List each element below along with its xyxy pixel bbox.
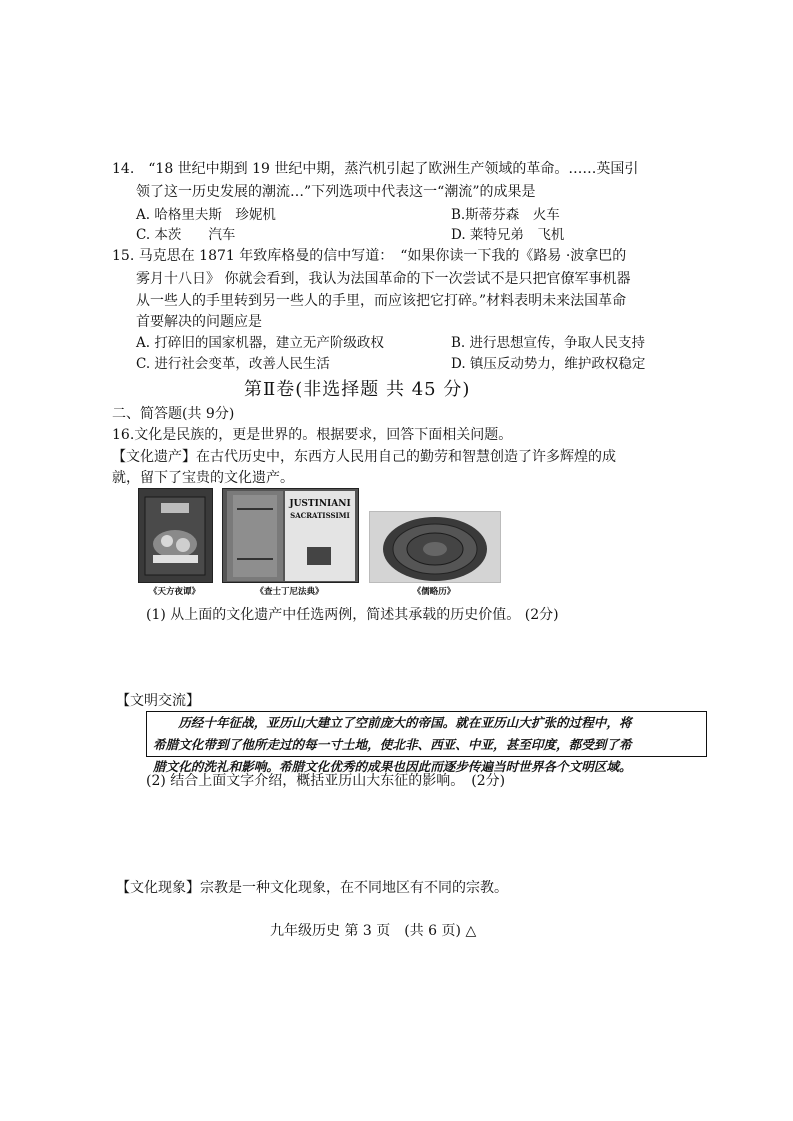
passage-line1: 历经十年征战，亚历山大建立了空前庞大的帝国。就在亚历山大扩张的过程中，将 xyxy=(153,715,632,730)
q16-sub2: (2) 结合上面文字介绍，概括亚历山大东征的影响。 (2分) xyxy=(146,773,506,789)
q16-sub1: (1) 从上面的文化遗产中任选两例，简述其承载的历史价值。 (2分) xyxy=(146,607,559,623)
heritage-line1: 【文化遗产】在古代历史中，东西方人民用自己的勤劳和智慧创造了许多辉煌的成 xyxy=(112,449,616,465)
q14-option-a: A. 哈格里夫斯 珍妮机 xyxy=(136,207,276,223)
q14-option-c: C. 本茨 汽车 xyxy=(136,227,236,243)
q15-option-a: A. 打碎旧的国家机器，建立无产阶级政权 xyxy=(136,335,384,351)
q14-stem-line1: 14. “18 世纪中期到 19 世纪中期，蒸汽机引起了欧洲生产领域的革命。……英国引 xyxy=(112,161,639,177)
q16-intro: 16.文化是民族的，更是世界的。根据要求，回答下面相关问题。 xyxy=(112,427,513,443)
q14-stem-line2: 领了这一历史发展的潮流…”下列选项中代表这一“潮流”的成果是 xyxy=(136,184,536,200)
part2-heading: 二、简答题(共 9分) xyxy=(112,406,235,422)
section-title: 第Ⅱ卷(非选择题 共 45 分) xyxy=(244,379,471,400)
q15-option-d: D. 镇压反动势力，维护政权稳定 xyxy=(451,356,646,372)
q14-option-b: B.斯蒂芬森 火车 xyxy=(451,207,560,223)
book-title-2: SACRATISSIMI xyxy=(290,511,350,520)
heritage-line2: 就，留下了宝贵的文化遗产。 xyxy=(112,470,294,486)
q15-option-c: C. 进行社会变革，改善人民生活 xyxy=(136,356,330,372)
q15-stem-line2: 雾月十八日》 你就会看到，我认为法国革命的下一次尝试不是只把官僚军事机器 xyxy=(136,271,631,287)
calendar-stone-image xyxy=(369,511,501,583)
justinian-code-image xyxy=(222,488,359,583)
exchange-heading: 【文明交流】 xyxy=(116,693,200,709)
q14-option-d: D. 莱特兄弟 飞机 xyxy=(451,227,565,243)
passage-line2: 希腊文化带到了他所走过的每一寸土地，使北非、西亚、中亚，甚至印度，都受到了希 xyxy=(153,737,632,752)
phenomenon-line: 【文化现象】宗教是一种文化现象，在不同地区有不同的宗教。 xyxy=(116,880,508,896)
passage-line3: 腊文化的洗礼和影响。希腊文化优秀的成果也因此而逐步传遍当时世界各个文明区域。 xyxy=(153,759,632,774)
page-footer: 九年级历史 第 3 页 (共 6 页) △ xyxy=(270,923,477,939)
q15-stem-line4: 首要解决的问题应是 xyxy=(136,314,262,330)
caption-julian-calendar: 《儒略历》 xyxy=(412,587,456,597)
q15-stem-line3: 从一些人的手里转到另一些人的手里，而应该把它打碎。”材料表明未来法国革命 xyxy=(136,293,627,309)
exchange-passage xyxy=(146,711,707,774)
arabian-nights-image xyxy=(138,488,213,583)
caption-justinian-code: 《查士丁尼法典》 xyxy=(255,587,324,597)
book-title-1: JUSTINIANI xyxy=(289,499,351,509)
q15-option-b: B. 进行思想宣传，争取人民支持 xyxy=(451,335,646,351)
q15-stem-line1: 15. 马克思在 1871 年致库格曼的信中写道： “如果你读一下我的《路易 ·波拿巴的 xyxy=(112,248,627,264)
caption-arabian-nights: 《天方夜谭》 xyxy=(148,587,200,597)
